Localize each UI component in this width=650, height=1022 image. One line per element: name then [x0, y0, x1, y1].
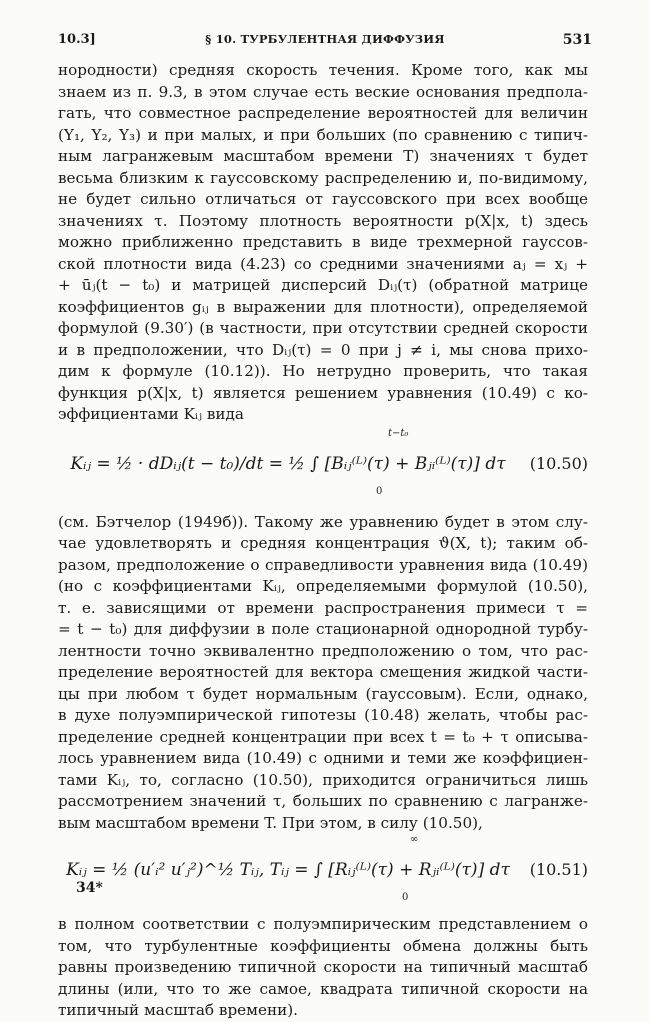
text-line: тами Kᵢⱼ, то, согласно (10.50), приходится ограничиться лишь — [58, 770, 588, 789]
equation-10-51 — [58, 834, 588, 914]
text-line: ской плотности вида (4.23) со средними значениями aⱼ = xⱼ + — [58, 254, 588, 273]
integral-lower-limit: 0 — [402, 892, 409, 903]
signature-mark: 34* — [76, 880, 103, 896]
equation-number: (10.51) — [529, 860, 588, 879]
text-line: не будет сильно отличаться от гауссовского при всех вообще — [58, 190, 588, 208]
text-line: типичный масштаб времени). — [58, 1001, 298, 1019]
text-line: (см. Бэтчелор (1949б)). Такому же уравнению будет в этом слу- — [58, 512, 588, 531]
text-line: = t − t₀) для диффузии в поле стационарной однородной турбу- — [58, 620, 588, 638]
text-line: вым масштабом времени T. При этом, в силу (10.50), — [58, 813, 483, 832]
text-line: функция p(X|x, t) является решением уравнения (10.49) с ко- — [58, 383, 588, 402]
text-line: в полном соответствии с полуэмпирическим представлением о — [58, 915, 588, 933]
text-line: лентности точно эквивалентно предположению о том, что рас- — [58, 641, 588, 660]
text-line: т. е. зависящими от времени распространения примеси τ = — [58, 598, 588, 617]
paragraph-2 — [58, 512, 588, 835]
text-line: значениях τ. Поэтому плотность вероятности p(X|x, t) здесь — [58, 211, 588, 230]
running-title: § 10. ТУРБУЛЕНТНАЯ ДИФФУЗИЯ — [205, 32, 445, 46]
paragraph-1 — [58, 60, 588, 426]
text-line: лось уравнением вида (10.49) с одними и теми же коэффициен- — [58, 749, 588, 767]
text-line: пределение вероятностей для вектора смещения жидкой части- — [58, 663, 588, 681]
section-number: 10.3] — [58, 32, 96, 47]
paragraph-3 — [58, 914, 588, 1022]
text-line: том, что турбулентные коэффициенты обмена должны быть — [58, 936, 588, 955]
text-line: гать, что совместное распределение вероятностей для величин — [58, 104, 588, 122]
text-line: чае удовлетворять и средняя концентрация ϑ(X, t); таким об- — [58, 534, 588, 552]
equation-body — [58, 426, 588, 512]
page-body — [58, 60, 588, 1022]
equation-expression: Kᵢⱼ = ½ · dDᵢⱼ(t − t₀)/dt = ½ ∫ [Bᵢⱼ⁽ᴸ⁾(τ) + Bⱼᵢ⁽ᴸ⁾(τ)] dτ — [70, 453, 506, 474]
equation-10-50 — [58, 426, 588, 512]
equation-body — [58, 834, 588, 914]
text-line: ным лагранжевым масштабом времени T) значениях τ будет — [58, 147, 588, 165]
equation-number: (10.50) — [529, 453, 588, 473]
text-line: цы при любом τ будет нормальным (гауссовым). Если, однако, — [58, 684, 588, 703]
text-line: длины (или, что то же самое, квадрата типичной скорости на — [58, 979, 588, 998]
text-line: весьма близким к гауссовскому распределению и, по-видимому, — [58, 168, 588, 187]
text-line: в духе полуэмпирической гипотезы (10.48) желать, чтобы рас- — [58, 706, 588, 724]
running-header — [58, 32, 592, 52]
text-line: формулой (9.30′) (в частности, при отсутствии средней скорости — [58, 319, 588, 337]
text-line: можно приближенно представить в виде трехмерной гауссов- — [58, 233, 588, 251]
text-line: (Y₁, Y₂, Y₃) и при малых, и при больших (по сравнению с типич- — [58, 125, 588, 144]
text-line: и в предположении, что Dᵢⱼ(τ) = 0 при j ≠ i, мы снова прихо- — [58, 340, 588, 359]
text-line: + ūⱼ(t − t₀) и матрицей дисперсий Dᵢⱼ(τ) (обратной матрице — [58, 276, 588, 294]
text-line: дим к формуле (10.12)). Но нетрудно проверить, что такая — [58, 362, 588, 380]
integral-upper-limit: t−t₀ — [388, 427, 409, 439]
text-line: (но с коэффициентами Kᵢⱼ, определяемыми формулой (10.50), — [58, 577, 588, 595]
equation-expression: Kᵢⱼ = ½ (u′ᵢ² u′ⱼ²)^½ Tᵢⱼ, Tᵢⱼ = ∫ [Rᵢⱼ⁽ᴸ⁾(τ) + Rⱼᵢ⁽ᴸ⁾(τ)] dτ — [66, 860, 510, 880]
text-line: рассмотрением значений τ, больших по сравнению с лагранже- — [58, 792, 588, 810]
text-line: пределение средней концентрации при всех t = t₀ + τ описыва- — [58, 727, 588, 746]
text-line: знаем из п. 9.3, в этом случае есть веские основания предпола- — [58, 82, 588, 101]
integral-upper-limit: ∞ — [410, 834, 419, 845]
text-line: коэффициентов gᵢⱼ в выражении для плотности), определяемой — [58, 297, 588, 316]
integral-lower-limit: 0 — [376, 485, 383, 497]
text-line: эффициентами Kᵢⱼ вида — [58, 405, 244, 423]
text-line: равны произведению типичной скорости на типичный масштаб — [58, 958, 588, 976]
text-line: нородности) средняя скорость течения. Кроме того, как мы — [58, 61, 588, 79]
text-line: разом, предположение о справедливости уравнения вида (10.49) — [58, 555, 588, 574]
page-number: 531 — [562, 32, 592, 48]
